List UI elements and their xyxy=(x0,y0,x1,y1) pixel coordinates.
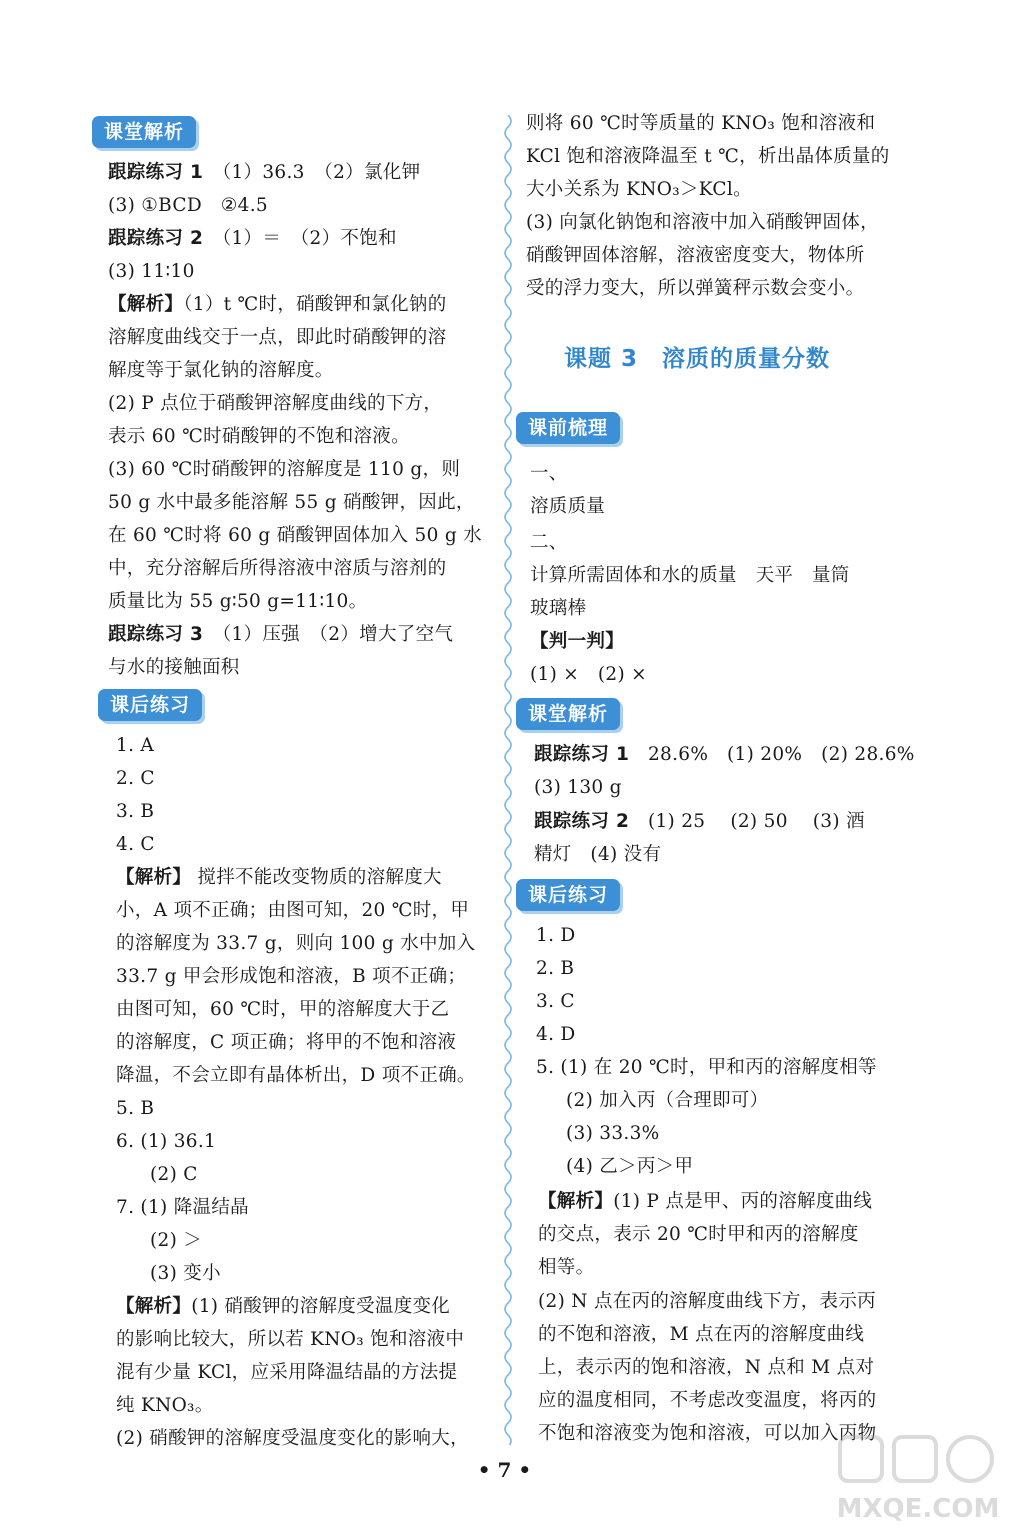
column-divider xyxy=(500,115,516,1445)
section-badge-after-class: 课后练习 xyxy=(98,689,202,721)
answer-item: 3. B xyxy=(116,801,155,822)
section-badge-classroom-analysis: 课堂解析 xyxy=(92,116,196,148)
text-line: 跟踪练习 1 （1）36.3 （2）氯化钾 xyxy=(108,162,421,183)
answer-item: 1. D xyxy=(536,925,576,946)
answer-item: 4. C xyxy=(116,834,155,855)
text-line: 玻璃棒 xyxy=(530,598,587,619)
answer-item: (2) 加入丙（合理即可） xyxy=(566,1090,769,1111)
answer-item: 7. (1) 降温结晶 xyxy=(116,1197,249,1218)
text-line: 溶解度曲线交于一点，即此时硝酸钾的溶 xyxy=(108,327,447,348)
text-line: (3) 60 ℃时硝酸钾的溶解度是 110 g，则 xyxy=(108,459,461,480)
text-line: 应的温度相同，不考虑改变温度，将丙的 xyxy=(538,1390,877,1411)
answer-item: (3) 33.3% xyxy=(566,1123,660,1144)
exercise-label: 跟踪练习 2 xyxy=(108,228,204,249)
text-line: (3) ①BCD ②4.5 xyxy=(108,195,269,216)
text-line: (3) 11∶10 xyxy=(108,261,195,282)
text-line: 【解析】(1) 硝酸钾的溶解度受温度变化 xyxy=(116,1296,451,1317)
answer-item: 2. C xyxy=(116,768,155,789)
text-line: (3) 向氯化钠饱和溶液中加入硝酸钾固体， xyxy=(526,212,879,233)
text-line: 中，充分溶解后所得溶液中溶质与溶剂的 xyxy=(108,558,447,579)
text-line: 的不饱和溶液，M 点在丙的溶解度曲线 xyxy=(538,1324,865,1345)
text-line: 小，A 项不正确；由图可知，20 ℃时，甲 xyxy=(116,900,470,921)
text-line: 降温，不会立即有晶体析出，D 项不正确。 xyxy=(116,1065,476,1086)
text-line: 相等。 xyxy=(538,1257,595,1278)
section-badge-classroom-analysis: 课堂解析 xyxy=(516,698,620,730)
text-line: 混有少量 KCl，应采用降温结晶的方法提 xyxy=(116,1362,458,1383)
text-line: 硝酸钾固体溶解，溶液密度变大，物体所 xyxy=(526,245,865,266)
answer-item: 4. D xyxy=(536,1024,576,1045)
text-line: 【解析】（1）t ℃时，硝酸钾和氯化钠的 xyxy=(108,294,447,315)
answer-item: 2. B xyxy=(536,958,575,979)
text-line: 在 60 ℃时将 60 g 硝酸钾固体加入 50 g 水 xyxy=(108,525,482,546)
judge-label: 【判一判】 xyxy=(530,631,625,652)
text-line: 的影响比较大，所以若 KNO₃ 饱和溶液中 xyxy=(116,1329,465,1350)
text-line: 质量比为 55 g∶50 g=11∶10。 xyxy=(108,591,368,612)
text-line: 50 g 水中最多能溶解 55 g 硝酸钾，因此， xyxy=(108,492,475,513)
text-line: 的溶解度，C 项正确；将甲的不饱和溶液 xyxy=(116,1032,457,1053)
answer-item: 6. (1) 36.1 xyxy=(116,1131,217,1152)
section-badge-pre-class: 课前梳理 xyxy=(516,412,620,444)
answer-item: 5. B xyxy=(116,1098,155,1119)
text-line: 由图可知，60 ℃时，甲的溶解度大于乙 xyxy=(116,999,450,1020)
text-line: 纯 KNO₃。 xyxy=(116,1395,214,1416)
text-line: 跟踪练习 2 （1）＝ （2）不饱和 xyxy=(108,228,397,249)
answer-item: (4) 乙＞丙＞甲 xyxy=(566,1156,694,1177)
text-line: 跟踪练习 1 28.6% (1) 20% (2) 28.6% xyxy=(534,744,915,765)
exercise-label: 跟踪练习 1 xyxy=(534,744,630,765)
text-line: 【解析】(1) P 点是甲、丙的溶解度曲线 xyxy=(538,1191,873,1212)
answer-item: 3. C xyxy=(536,991,575,1012)
answer-item: 1. A xyxy=(116,735,155,756)
text-line: 的溶解度为 33.7 g，则向 100 g 水中加入 xyxy=(116,933,476,954)
text-line: (2) 硝酸钾的溶解度受温度变化的影响大， xyxy=(116,1428,469,1449)
text-line: 溶质质量 xyxy=(530,496,606,517)
exercise-label: 跟踪练习 2 xyxy=(534,811,630,832)
answer-item: 5. (1) 在 20 ℃时，甲和丙的溶解度相等 xyxy=(536,1057,877,1078)
text-line: 大小关系为 KNO₃＞KCl。 xyxy=(526,179,752,200)
exercise-label: 跟踪练习 1 xyxy=(108,162,204,183)
text-line: 不饱和溶液变为饱和溶液，可以加入丙物 xyxy=(538,1423,877,1444)
page-number: • 7 • xyxy=(477,1458,532,1482)
text-line: 上，表示丙的饱和溶液，N 点和 M 点对 xyxy=(538,1357,875,1378)
answer-item: (2) ＞ xyxy=(150,1230,203,1251)
answer-item: (3) 变小 xyxy=(150,1263,221,1284)
analysis-label: 【解析】 xyxy=(116,867,192,888)
analysis-label: 【解析】 xyxy=(116,1296,192,1317)
text-line: 精灯 (4) 没有 xyxy=(534,844,662,865)
exercise-label: 跟踪练习 3 xyxy=(108,624,204,645)
text-line: (2) N 点在丙的溶解度曲线下方，表示丙 xyxy=(538,1291,876,1312)
section-badge-after-class: 课后练习 xyxy=(516,879,620,911)
text-line: 计算所需固体和水的质量 天平 量筒 xyxy=(530,565,850,586)
text-line: 33.7 g 甲会形成饱和溶液，B 项不正确； xyxy=(116,966,467,987)
text-line: 二、 xyxy=(530,532,568,553)
lesson-title: 课题 3 溶质的质量分数 xyxy=(564,346,831,372)
text-line: KCl 饱和溶液降温至 t ℃，析出晶体质量的 xyxy=(526,146,890,167)
text-line: (1) × (2) × xyxy=(530,664,647,685)
text-line: 解度等于氯化钠的溶解度。 xyxy=(108,360,334,381)
text-line: (2) P 点位于硝酸钾溶解度曲线的下方， xyxy=(108,393,443,414)
text-line: 则将 60 ℃时等质量的 KNO₃ 饱和溶液和 xyxy=(526,113,876,134)
analysis-label: 【解析】 xyxy=(538,1191,614,1212)
text-line: 的交点，表示 20 ℃时甲和丙的溶解度 xyxy=(538,1224,859,1245)
watermark-logo xyxy=(836,1433,1001,1528)
text-line: 与水的接触面积 xyxy=(108,657,240,678)
answer-item: (2) C xyxy=(150,1164,198,1185)
text-line: 表示 60 ℃时硝酸钾的不饱和溶液。 xyxy=(108,426,410,447)
text-line: 跟踪练习 2 (1) 25 (2) 50 (3) 酒 xyxy=(534,811,865,832)
text-line: 【解析】 搅拌不能改变物质的溶解度大 xyxy=(116,867,442,888)
text-line: 跟踪练习 3 （1）压强 （2）增大了空气 xyxy=(108,624,454,645)
text-line: 受的浮力变大，所以弹簧秤示数会变小。 xyxy=(526,278,865,299)
text-line: (3) 130 g xyxy=(534,777,622,798)
svg-text:MXQE.COM: MXQE.COM xyxy=(836,1494,1000,1524)
analysis-label: 【解析】 xyxy=(108,294,184,315)
text-line: 一、 xyxy=(530,463,568,484)
